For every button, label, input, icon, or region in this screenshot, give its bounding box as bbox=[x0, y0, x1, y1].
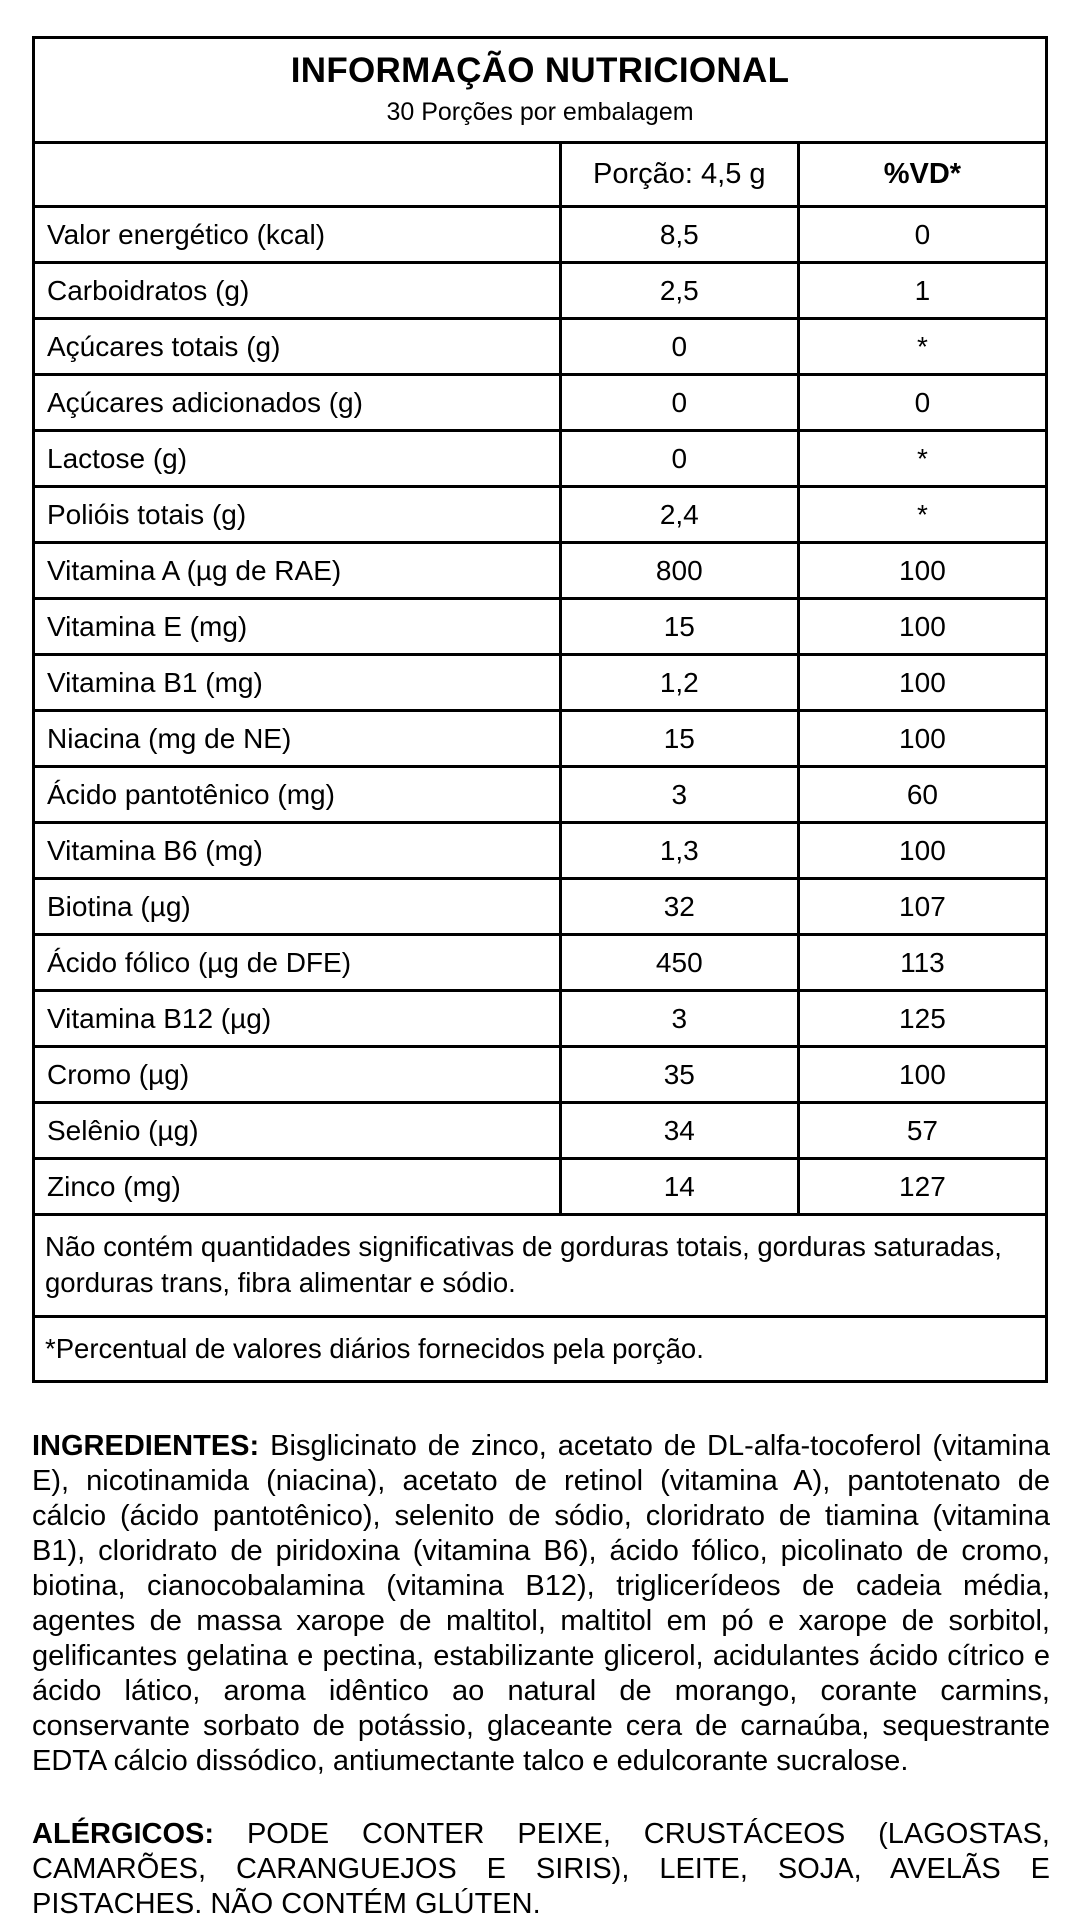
nutrient-dv: 60 bbox=[798, 767, 1046, 823]
ingredients-heading: INGREDIENTES: bbox=[32, 1429, 260, 1462]
nutrient-amount: 3 bbox=[560, 991, 798, 1047]
nutrient-dv: 0 bbox=[798, 207, 1046, 263]
table-row bbox=[34, 991, 1047, 1047]
nutrient-amount: 1,2 bbox=[560, 655, 798, 711]
title-row bbox=[34, 38, 1047, 143]
nutrient-name: Vitamina B6 (mg) bbox=[34, 823, 561, 879]
table-row bbox=[34, 935, 1047, 991]
nutrient-name: Selênio (µg) bbox=[34, 1103, 561, 1159]
table-row bbox=[34, 1047, 1047, 1103]
nutrient-amount: 0 bbox=[560, 375, 798, 431]
nutrient-dv: 113 bbox=[798, 935, 1046, 991]
table-row bbox=[34, 263, 1047, 319]
footnote-row bbox=[34, 1316, 1047, 1381]
table-row bbox=[34, 711, 1047, 767]
nutrient-amount: 14 bbox=[560, 1159, 798, 1215]
allergens-text: PODE CONTER PEIXE, CRUSTÁCEOS (LAGOSTAS, CAMARÕES, CARANGUEJOS E SIRIS), LEITE, SOJA, AVELÃS E PISTACHES. NÃO CONTÉM GLÚTEN. bbox=[32, 1817, 1050, 1920]
note-row bbox=[34, 1215, 1047, 1317]
nutrient-amount: 2,4 bbox=[560, 487, 798, 543]
title-cell bbox=[34, 38, 1047, 143]
nutrient-dv: 100 bbox=[798, 543, 1046, 599]
nutrient-dv: 100 bbox=[798, 655, 1046, 711]
table-header-section bbox=[34, 38, 1047, 207]
column-header-row bbox=[34, 143, 1047, 207]
ingredients-text: Bisglicinato de zinco, acetato de DL-alfa-tocoferol (vitamina E), nicotinamida (niacina), acetato de retinol (vitamina A), pantotenato de cálcio (ácido pantotênico), selenito de sódio, cloridrato de tiamina (vitamina B1), cloridrato de piridoxina (vitamina B6), ácido fólico, picolinato de cromo, biotina, cianocobalamina (vitamina B12), triglicerídeos de cadeia média, agentes de massa xarope de maltitol, maltitol em pó e xarope de sorbitol, gelificantes gelatina e pectina, estabilizante glicerol, acidulantes ácido cítrico e ácido lático, aroma idêntico ao natural de morango, corante carmins, conservante sorbato de potássio, glaceante cera de carnaúba, sequestrante EDTA cálcio dissódico, antiumectante talco e edulcorante sucralose. bbox=[32, 1429, 1050, 1777]
nutrient-amount: 0 bbox=[560, 319, 798, 375]
nutrient-name: Ácido pantotênico (mg) bbox=[34, 767, 561, 823]
nutrient-rows bbox=[34, 207, 1047, 1215]
nutrient-dv: 100 bbox=[798, 823, 1046, 879]
nutrient-name: Vitamina B1 (mg) bbox=[34, 655, 561, 711]
nutrient-dv: * bbox=[798, 431, 1046, 487]
nutrient-dv: 0 bbox=[798, 375, 1046, 431]
allergens-heading: ALÉRGICOS: bbox=[32, 1817, 215, 1850]
nutrient-amount: 8,5 bbox=[560, 207, 798, 263]
table-row bbox=[34, 655, 1047, 711]
ingredients-paragraph bbox=[32, 1429, 1050, 1779]
table-footer-section bbox=[34, 1215, 1047, 1382]
nutrient-amount: 0 bbox=[560, 431, 798, 487]
nutrient-dv: 100 bbox=[798, 599, 1046, 655]
nutrient-name: Vitamina E (mg) bbox=[34, 599, 561, 655]
table-row bbox=[34, 767, 1047, 823]
nutrient-dv: 57 bbox=[798, 1103, 1046, 1159]
nutrient-name: Açúcares adicionados (g) bbox=[34, 375, 561, 431]
column-header-portion: Porção: 4,5 g bbox=[560, 143, 798, 207]
table-row bbox=[34, 543, 1047, 599]
servings-per-package: 30 Porções por embalagem bbox=[386, 98, 694, 126]
table-row bbox=[34, 487, 1047, 543]
nutrition-table bbox=[32, 36, 1048, 1383]
nutrient-amount: 35 bbox=[560, 1047, 798, 1103]
table-row bbox=[34, 599, 1047, 655]
table-row bbox=[34, 879, 1047, 935]
nutrient-name: Cromo (µg) bbox=[34, 1047, 561, 1103]
nutrient-name: Vitamina A (µg de RAE) bbox=[34, 543, 561, 599]
nutrient-dv: * bbox=[798, 487, 1046, 543]
table-row bbox=[34, 823, 1047, 879]
nutrient-dv: 127 bbox=[798, 1159, 1046, 1215]
nutrient-dv: 107 bbox=[798, 879, 1046, 935]
nutrient-name: Niacina (mg de NE) bbox=[34, 711, 561, 767]
table-row bbox=[34, 319, 1047, 375]
nutrient-amount: 3 bbox=[560, 767, 798, 823]
allergens-paragraph bbox=[32, 1817, 1050, 1922]
nutrient-dv: 1 bbox=[798, 263, 1046, 319]
nutrient-dv: 125 bbox=[798, 991, 1046, 1047]
nutrient-amount: 450 bbox=[560, 935, 798, 991]
nutrient-dv: 100 bbox=[798, 1047, 1046, 1103]
nutrient-amount: 1,3 bbox=[560, 823, 798, 879]
nutrient-dv: 100 bbox=[798, 711, 1046, 767]
nutrient-name: Vitamina B12 (µg) bbox=[34, 991, 561, 1047]
nutrient-name: Ácido fólico (µg de DFE) bbox=[34, 935, 561, 991]
nutrient-name: Lactose (g) bbox=[34, 431, 561, 487]
nutrient-name: Açúcares totais (g) bbox=[34, 319, 561, 375]
nutrient-name: Biotina (µg) bbox=[34, 879, 561, 935]
dv-footnote: *Percentual de valores diários fornecidos pela porção. bbox=[34, 1316, 1047, 1381]
table-row bbox=[34, 375, 1047, 431]
nutrient-name: Valor energético (kcal) bbox=[34, 207, 561, 263]
column-header-dv: %VD* bbox=[798, 143, 1046, 207]
significance-note: Não contém quantidades significativas de gorduras totais, gorduras saturadas, gorduras trans, fibra alimentar e sódio. bbox=[34, 1215, 1047, 1317]
nutrient-name: Carboidratos (g) bbox=[34, 263, 561, 319]
nutrient-dv: * bbox=[798, 319, 1046, 375]
nutrient-name: Polióis totais (g) bbox=[34, 487, 561, 543]
table-title: INFORMAÇÃO NUTRICIONAL bbox=[290, 51, 790, 90]
nutrient-amount: 800 bbox=[560, 543, 798, 599]
nutrient-amount: 34 bbox=[560, 1103, 798, 1159]
nutrient-name: Zinco (mg) bbox=[34, 1159, 561, 1215]
table-row bbox=[34, 207, 1047, 263]
table-row bbox=[34, 431, 1047, 487]
nutrient-amount: 15 bbox=[560, 711, 798, 767]
nutrient-amount: 32 bbox=[560, 879, 798, 935]
nutrient-amount: 15 bbox=[560, 599, 798, 655]
column-header-blank bbox=[34, 143, 561, 207]
table-row bbox=[34, 1103, 1047, 1159]
table-row bbox=[34, 1159, 1047, 1215]
nutrient-amount: 2,5 bbox=[560, 263, 798, 319]
